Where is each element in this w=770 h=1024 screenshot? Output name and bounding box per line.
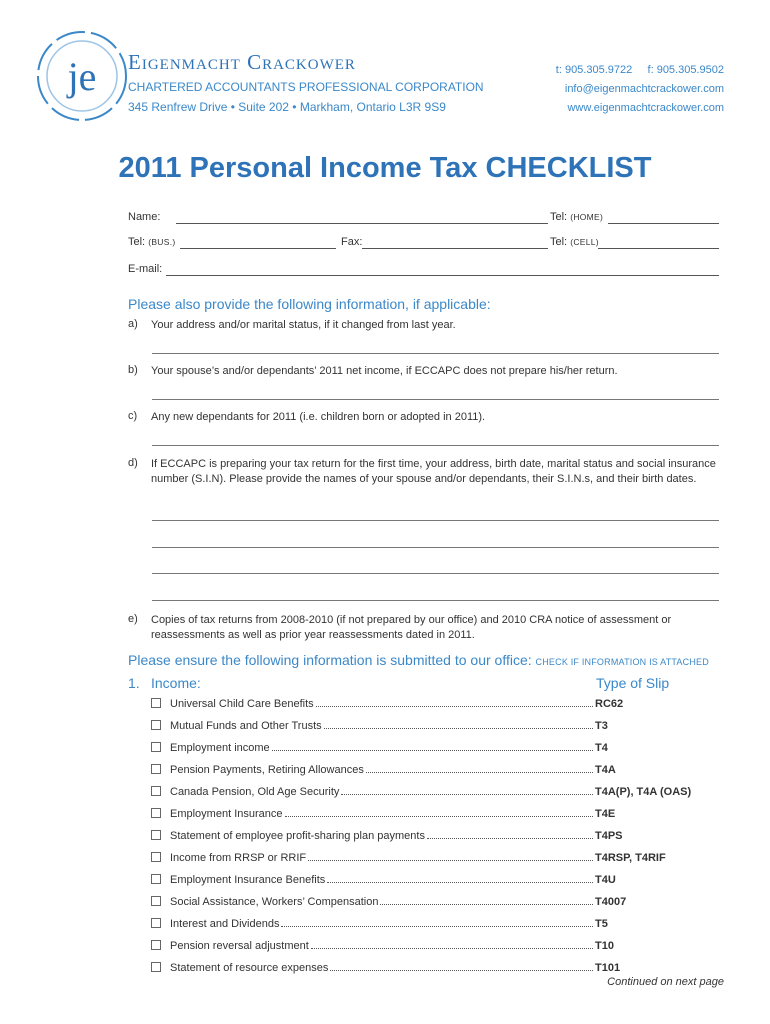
fax-field[interactable] <box>362 247 548 249</box>
firm-name: Eigenmacht Crackower <box>128 50 356 74</box>
item-b-letter: b) <box>128 364 138 376</box>
dot-leader <box>324 727 593 729</box>
income-row-slip: T10 <box>595 940 614 952</box>
attached-checkbox[interactable] <box>151 698 161 708</box>
income-row-slip: T4A <box>595 764 616 776</box>
income-row <box>151 958 721 974</box>
item-c-answer-line[interactable] <box>152 444 719 446</box>
item-c-letter: c) <box>128 410 138 422</box>
income-row <box>151 826 721 842</box>
dot-leader <box>311 947 593 949</box>
firm-fax: f: 905.305.9502 <box>647 64 724 76</box>
income-row-slip: T3 <box>595 720 608 732</box>
firm-logo <box>34 28 130 124</box>
firm-phone-fax <box>556 64 724 76</box>
attached-checkbox[interactable] <box>151 808 161 818</box>
dot-leader <box>341 793 593 795</box>
slip-type-heading: Type of Slip <box>596 675 670 691</box>
income-row-slip: T4 <box>595 742 608 754</box>
income-row-slip: T4U <box>595 874 616 886</box>
income-number: 1. <box>128 675 140 691</box>
tel-home-field[interactable] <box>608 222 719 224</box>
item-a-answer-line[interactable] <box>152 352 719 354</box>
income-row-label: Statement of employee profit-sharing plan payments <box>170 830 425 842</box>
item-e-letter: e) <box>128 613 138 625</box>
firm-email[interactable]: info@eigenmachtcrackower.com <box>564 83 724 95</box>
income-row <box>151 694 721 710</box>
attached-checkbox[interactable] <box>151 896 161 906</box>
firm-phone: t: 905.305.9722 <box>555 64 633 76</box>
item-d-letter: d) <box>128 457 138 469</box>
firm-subtitle: CHARTERED ACCOUNTANTS PROFESSIONAL CORPORATION <box>128 80 484 94</box>
attached-checkbox[interactable] <box>151 918 161 928</box>
dot-leader <box>380 903 593 905</box>
income-row-label: Income from RRSP or RRIF <box>170 852 307 864</box>
income-row <box>151 914 721 930</box>
logo-text: je <box>67 54 97 99</box>
income-row <box>151 716 721 732</box>
income-row-slip: T4007 <box>595 896 627 908</box>
dot-leader <box>366 771 593 773</box>
item-d-answer-line-2[interactable] <box>152 546 719 548</box>
tel-bus-label: Tel: (BUS.) <box>128 236 176 248</box>
income-row <box>151 738 721 754</box>
item-d-answer-line-3[interactable] <box>152 572 719 574</box>
income-row-slip: T101 <box>595 962 621 974</box>
attached-checkbox[interactable] <box>151 962 161 972</box>
attached-checkbox[interactable] <box>151 874 161 884</box>
firm-address: 345 Renfrew Drive • Suite 202 • Markham, Ontario L3R 9S9 <box>128 100 446 114</box>
income-row-slip: T4E <box>595 808 616 820</box>
dot-leader <box>281 925 593 927</box>
income-row-label: Interest and Dividends <box>170 918 280 930</box>
income-row-label: Social Assistance, Workers’ Compensation <box>170 896 379 908</box>
attached-checkbox[interactable] <box>151 764 161 774</box>
dot-leader <box>285 815 594 817</box>
income-row-label: Employment Insurance <box>170 808 283 820</box>
tel-cell-label: Tel: (CELL) <box>550 236 599 248</box>
income-row <box>151 760 721 776</box>
item-b-text: Your spouse’s and/or dependants’ 2011 net income, if ECCAPC does not prepare his/her return. <box>151 365 618 377</box>
continued-note: Continued on next page <box>607 976 724 988</box>
dot-leader <box>327 881 593 883</box>
attached-checkbox[interactable] <box>151 852 161 862</box>
income-row <box>151 870 721 886</box>
item-d-text: If ECCAPC is preparing your tax return for the first time, your address, birth date, marital status and social insurance number (S.I.N). Please provide the names of your spouse and/or dependants, their S.I.N.s, and their birth dates. <box>151 458 716 485</box>
income-row <box>151 936 721 952</box>
dot-leader <box>308 859 593 861</box>
income-heading: Income: <box>151 675 201 691</box>
item-d-answer-line-4[interactable] <box>152 599 719 601</box>
firm-website[interactable]: www.eigenmachtcrackower.com <box>567 102 724 114</box>
income-row-label: Pension Payments, Retiring Allowances <box>170 764 364 776</box>
income-row <box>151 848 721 864</box>
income-row-slip: RC62 <box>595 698 624 710</box>
item-e-text: Copies of tax returns from 2008-2010 (if not prepared by our office) and 2010 CRA notice of assessment or reassessments as well as prior year reassessments dated in 2011. <box>151 614 672 641</box>
income-row-label: Employment income <box>170 742 270 754</box>
income-row-slip: T4PS <box>595 830 623 842</box>
fax-label: Fax: <box>341 236 363 248</box>
name-label: Name: <box>128 211 161 223</box>
income-row-label: Employment Insurance Benefits <box>170 874 326 886</box>
income-row-label: Statement of resource expenses <box>170 962 329 974</box>
tel-home-label: Tel: (HOME) <box>550 211 604 223</box>
email-field[interactable] <box>166 274 719 276</box>
attached-checkbox[interactable] <box>151 742 161 752</box>
income-row <box>151 804 721 820</box>
also-provide-heading: Please also provide the following information, if applicable: <box>128 296 491 312</box>
attached-checkbox[interactable] <box>151 940 161 950</box>
attached-checkbox[interactable] <box>151 786 161 796</box>
name-field[interactable] <box>176 222 548 224</box>
income-row-label: Canada Pension, Old Age Security <box>170 786 340 798</box>
ensure-heading: Please ensure the following information is submitted to our office: CHECK IF INFORMATION IS ATTACHED <box>128 652 709 668</box>
item-c-text: Any new dependants for 2011 (i.e. children born or adopted in 2011). <box>151 411 486 423</box>
dot-leader <box>330 969 593 971</box>
income-row <box>151 782 721 798</box>
income-row-label: Mutual Funds and Other Trusts <box>170 720 322 732</box>
income-row-label: Pension reversal adjustment <box>170 940 309 952</box>
income-row-slip: T4A(P), T4A (OAS) <box>595 786 692 798</box>
income-row-slip: T4RSP, T4RIF <box>595 852 666 864</box>
tel-bus-field[interactable] <box>180 247 336 249</box>
email-label: E-mail: <box>128 263 163 275</box>
item-d-answer-line-1[interactable] <box>152 519 719 521</box>
dot-leader <box>427 837 593 839</box>
tel-cell-field[interactable] <box>598 247 719 249</box>
dot-leader <box>272 749 593 751</box>
item-a-letter: a) <box>128 318 138 330</box>
income-row <box>151 892 721 908</box>
income-row-slip: T5 <box>595 918 608 930</box>
dot-leader <box>316 705 593 707</box>
page-title: 2011 Personal Income Tax CHECKLIST <box>118 152 652 184</box>
item-a-text: Your address and/or marital status, if it changed from last year. <box>151 319 456 331</box>
item-b-answer-line[interactable] <box>152 398 719 400</box>
attached-checkbox[interactable] <box>151 830 161 840</box>
income-row-label: Universal Child Care Benefits <box>170 698 314 710</box>
attached-checkbox[interactable] <box>151 720 161 730</box>
ensure-note: CHECK IF INFORMATION IS ATTACHED <box>535 657 709 667</box>
